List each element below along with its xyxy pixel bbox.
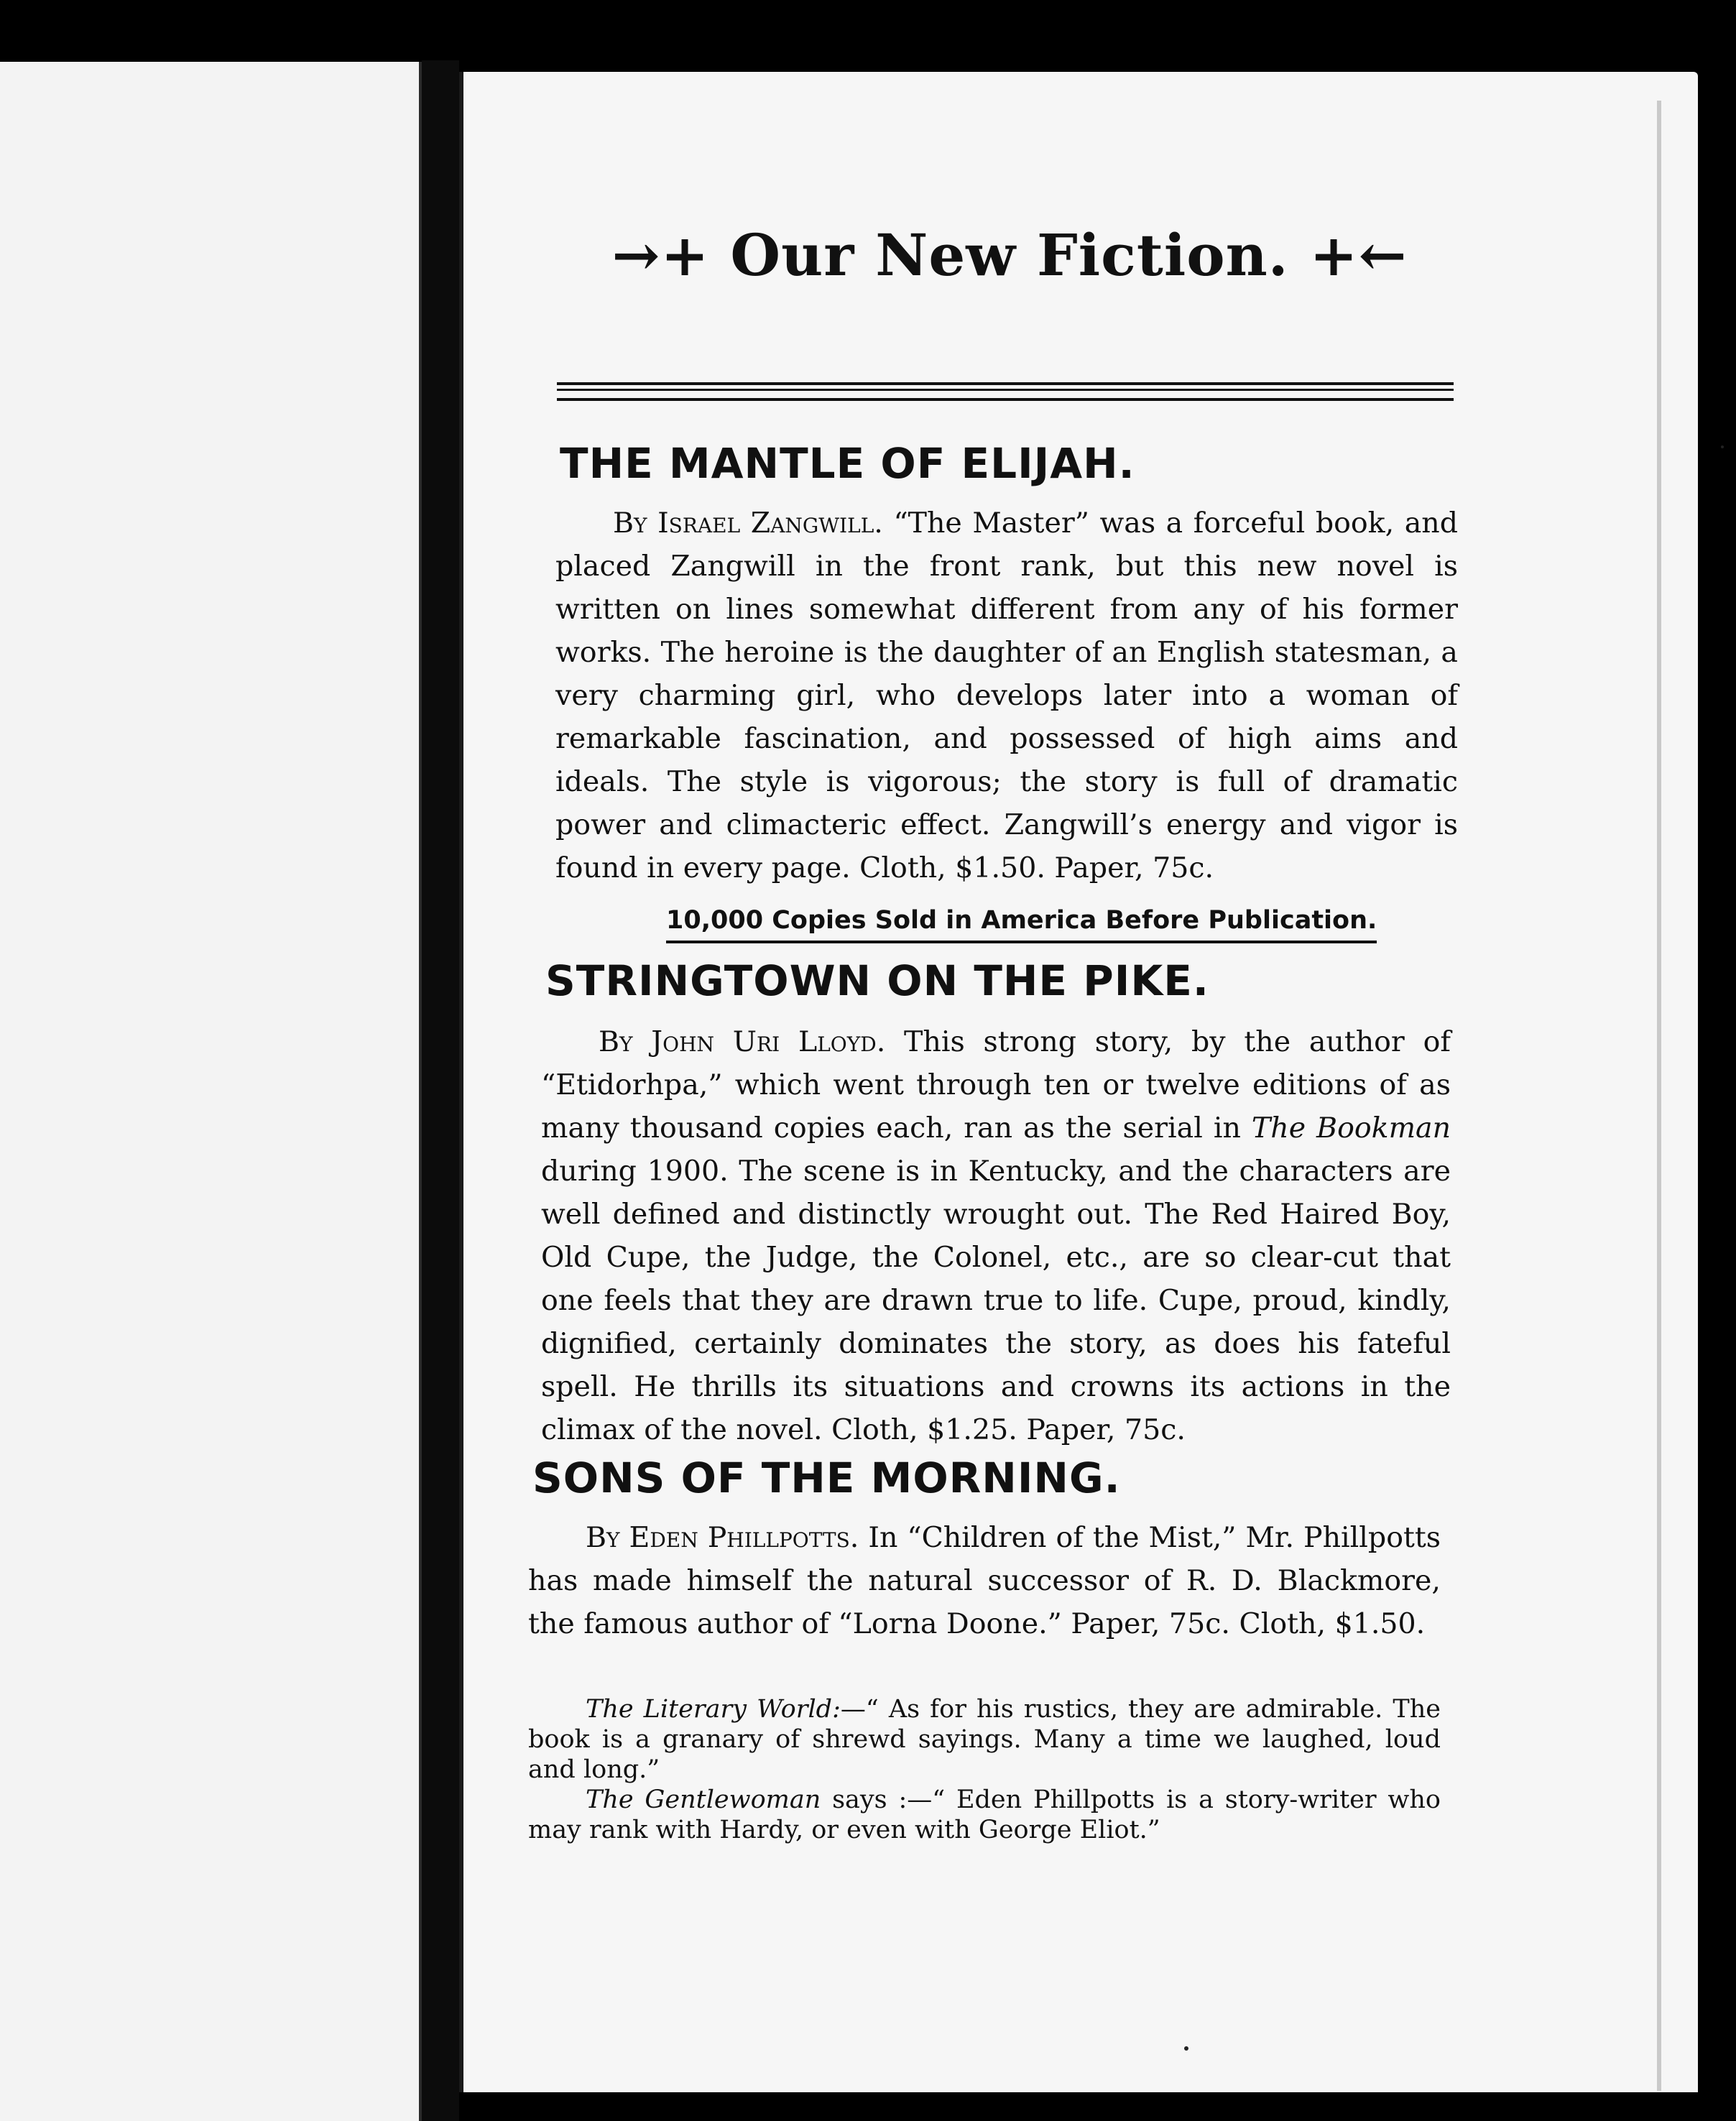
byline-phillpotts: By Eden Phillpotts. (586, 1521, 859, 1554)
description-text-1: This strong story, by the author of “Etidorhpa,” which went through ten or twelve editions of as many thousand copies each, ran as the serial in (541, 1025, 1451, 1145)
page-heading: →+ Our New Fiction. +← (611, 221, 1408, 289)
review-literary-world (528, 1694, 1441, 1785)
book-description-mantle-of-elijah (555, 502, 1458, 889)
byline-lloyd: By John Uri Lloyd. (599, 1025, 886, 1058)
book-gutter (422, 60, 459, 2121)
page-content (528, 216, 1458, 1844)
description-text: In “Children of the Mist,” Mr. Phillpotts has made himself the natural successor of R. D. Blackmore, the famous author of “Lorna Doone.” Paper, 75c. Cloth, $1.50. (528, 1521, 1441, 1640)
review-text: says :—“ Eden Phillpotts is a story-writer who may rank with Hardy, or even with George Eliot.” (528, 1785, 1441, 1844)
scan-speck (1721, 445, 1724, 448)
scan-speck (1184, 2046, 1188, 2051)
byline-zangwill: By Israel Zangwill. (613, 507, 883, 540)
description-text: “The Master” was a forceful book, and placed Zangwill in the front rank, but this new novel is written on lines somewhat different from any of his former works. The heroine is the daughter of an English statesman, a very charming girl, who develops later into a woman of remarkable fascination, and possessed of high aims and ideals. The style is vigorous; the story is full of dramatic power and climacteric effect. Zangwill’s energy and vigor is found in every page. Cloth, $1.50. Paper, 75c. (555, 507, 1458, 884)
right-page (459, 72, 1698, 2092)
description-italic-bookman: The Bookman (1251, 1112, 1451, 1145)
description-text-2: during 1900. The scene is in Kentucky, and the characters are well defined and distinctly wrought out. The Red Haired Boy, Old Cupe, the Judge, the Colonel, etc., are so clear-cut that one feels that they are drawn true to life. Cupe, proud, kindly, dignified, certainly dominates the story, as does his fateful spell. He thrills its situations and crowns its actions in the climax of the novel. Cloth, $1.25. Paper, 75c. (541, 1155, 1451, 1446)
review-text: —“ As for his rustics, they are admirable. The book is a granary of shrewd sayings. Many a time we laughed, loud and long.” (528, 1695, 1441, 1784)
page-edge (1657, 101, 1661, 2091)
book-title-stringtown-on-the-pike: STRINGTOWN ON THE PIKE. (545, 956, 1209, 1005)
review-gentlewoman (528, 1785, 1441, 1845)
book-title-mantle-of-elijah: THE MANTLE OF ELIJAH. (560, 439, 1135, 488)
book-description-sons-of-the-morning (528, 1516, 1441, 1645)
sales-banner: 10,000 Copies Sold in America Before Publication. (666, 902, 1377, 943)
review-source: The Literary World: (586, 1695, 841, 1724)
book-title-sons-of-the-morning: SONS OF THE MORNING. (532, 1454, 1121, 1502)
heading-double-rule (557, 382, 1454, 401)
review-source: The Gentlewoman (586, 1785, 821, 1814)
book-description-stringtown (541, 1020, 1451, 1451)
left-page (0, 62, 422, 2121)
